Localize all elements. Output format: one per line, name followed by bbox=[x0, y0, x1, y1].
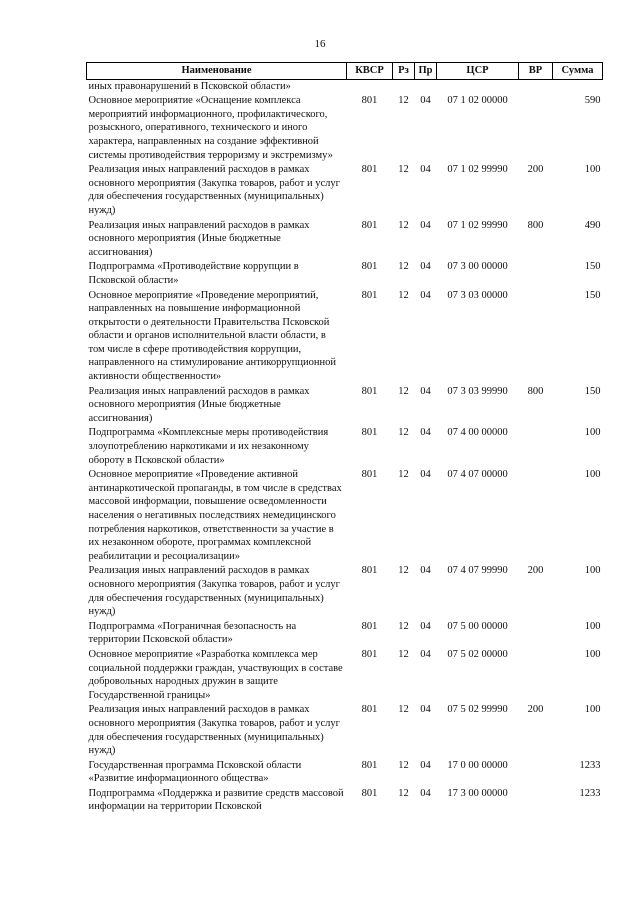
cell-csr: 17 0 00 00000 bbox=[447, 759, 508, 771]
cell-rz: 12 bbox=[398, 759, 409, 771]
cell-name: Основное мероприятие «Проведение активной антинаркотической пропаганды, в том числе в средствах массовой информации, повышение осведомленности населения о негативных последствиях немедицинского потребления наркотиков, ответственности за участие в их незаконном обороте, программах комплексной реабилитации и ресоциализации» bbox=[88, 469, 342, 562]
cell-rz: 12 bbox=[398, 620, 409, 632]
cell-name: Реализация иных направлений расходов в рамках основного мероприятия (Закупка товаров, работ и услуг для обеспечения государственных (муниципальных) нужд) bbox=[88, 704, 340, 757]
budget-table bbox=[86, 62, 603, 815]
cell-csr: 07 1 02 99990 bbox=[447, 219, 508, 231]
cell-pr: 04 bbox=[420, 219, 431, 231]
cell-kvsr: 801 bbox=[361, 787, 378, 799]
cell-kvsr: 801 bbox=[361, 469, 378, 481]
cell-name: Государственная программа Псковской области «Развитие информационного общества» bbox=[88, 759, 302, 785]
cell-vr bbox=[519, 79, 553, 94]
cell-kvsr: 801 bbox=[361, 565, 378, 577]
cell-sum: 100 bbox=[584, 164, 601, 176]
cell-csr bbox=[437, 79, 519, 94]
cell-sum: 1233 bbox=[579, 759, 601, 771]
cell-sum: 100 bbox=[584, 565, 601, 577]
cell-kvsr: 801 bbox=[361, 759, 378, 771]
cell-name: Подпрограмма «Комплексные меры противодействия злоупотреблению наркотиками и их незаконному обороту в Псковской области» bbox=[88, 427, 329, 466]
table-header-row bbox=[87, 63, 603, 80]
cell-rz: 12 bbox=[398, 787, 409, 799]
cell-pr: 04 bbox=[420, 469, 431, 481]
cell-kvsr: 801 bbox=[361, 385, 378, 397]
table-row bbox=[87, 163, 603, 218]
table-row bbox=[87, 260, 603, 288]
cell-kvsr bbox=[347, 79, 393, 94]
table-body bbox=[87, 79, 603, 815]
cell-kvsr: 801 bbox=[361, 620, 378, 632]
header-kvsr: КВСР bbox=[347, 63, 393, 80]
table-row bbox=[87, 219, 603, 261]
table-row bbox=[87, 94, 603, 163]
cell-sum: 150 bbox=[584, 289, 601, 301]
cell-pr: 04 bbox=[420, 427, 431, 439]
cell-csr: 07 4 00 00000 bbox=[447, 427, 508, 439]
cell-pr: 04 bbox=[420, 95, 431, 107]
cell-csr: 07 5 02 99990 bbox=[447, 704, 508, 716]
cell-sum: 100 bbox=[584, 620, 601, 632]
cell-pr: 04 bbox=[420, 648, 431, 660]
cell-sum: 490 bbox=[584, 219, 601, 231]
cell-csr: 07 5 00 00000 bbox=[447, 620, 508, 632]
cell-pr: 04 bbox=[420, 289, 431, 301]
table-row bbox=[87, 79, 603, 94]
table-row bbox=[87, 787, 603, 815]
table-row bbox=[87, 426, 603, 468]
cell-name: Реализация иных направлений расходов в рамках основного мероприятия (Иные бюджетные ассигнования) bbox=[88, 219, 310, 258]
header-sum: Сумма bbox=[553, 63, 603, 80]
cell-csr: 07 3 03 00000 bbox=[447, 289, 508, 301]
cell-pr: 04 bbox=[420, 620, 431, 632]
table-row bbox=[87, 759, 603, 787]
cell-vr bbox=[519, 787, 553, 815]
cell-rz: 12 bbox=[398, 704, 409, 716]
cell-sum: 100 bbox=[584, 469, 601, 481]
cell-vr bbox=[519, 648, 553, 703]
cell-pr: 04 bbox=[420, 787, 431, 799]
cell-name: Реализация иных направлений расходов в рамках основного мероприятия (Закупка товаров, работ и услуг для обеспечения государственных (муниципальных) нужд) bbox=[88, 164, 340, 216]
cell-csr: 07 4 07 00000 bbox=[447, 469, 508, 481]
cell-vr bbox=[519, 468, 553, 564]
cell-sum bbox=[553, 79, 603, 94]
cell-kvsr: 801 bbox=[361, 164, 378, 176]
cell-name: Основное мероприятие «Оснащение комплекса мероприятий информационного, профилактического, розыскного, оперативного, технического и иного характера, направленных на создание эффективной системы противодействия терроризму и экстремизму» bbox=[88, 95, 333, 161]
cell-csr: 07 1 02 00000 bbox=[447, 95, 508, 107]
header-csr: ЦСР bbox=[437, 63, 519, 80]
cell-vr: 800 bbox=[527, 219, 544, 231]
cell-vr bbox=[519, 260, 553, 288]
table-row bbox=[87, 468, 603, 564]
cell-name: Реализация иных направлений расходов в рамках основного мероприятия (Закупка товаров, работ и услуг для обеспечения государственных (муниципальных) нужд) bbox=[88, 565, 340, 618]
cell-kvsr: 801 bbox=[361, 427, 378, 439]
cell-rz: 12 bbox=[398, 164, 409, 176]
cell-vr bbox=[519, 94, 553, 163]
cell-sum: 100 bbox=[584, 704, 601, 716]
cell-pr: 04 bbox=[420, 261, 431, 273]
cell-pr: 04 bbox=[420, 759, 431, 771]
cell-name: Подпрограмма «Противодействие коррупции в Псковской области» bbox=[88, 261, 299, 286]
table-row bbox=[87, 289, 603, 385]
cell-name: Основное мероприятие «Проведение мероприятий, направленных на повышение информационной открытости о деятельности Правительства Псковской области и органов исполнительной власти области, в том числе в сфере противодействия коррупции, направленного на стимулирование антикоррупционной активности общественности» bbox=[88, 289, 336, 383]
cell-csr: 07 3 00 00000 bbox=[447, 261, 508, 273]
cell-vr bbox=[519, 289, 553, 385]
cell-vr bbox=[519, 620, 553, 648]
cell-csr: 07 5 02 00000 bbox=[447, 648, 508, 660]
cell-name: Основное мероприятие «Разработка комплекса мер социальной поддержки граждан, участвующих в составе добровольных народных дружин в защите Государственной границы» bbox=[88, 648, 343, 701]
header-name: Наименование bbox=[87, 63, 347, 80]
cell-sum: 590 bbox=[584, 95, 601, 107]
cell-kvsr: 801 bbox=[361, 648, 378, 660]
cell-vr bbox=[519, 426, 553, 468]
header-pr: Пр bbox=[415, 63, 437, 80]
cell-rz: 12 bbox=[398, 219, 409, 231]
cell-sum: 100 bbox=[584, 648, 601, 660]
cell-name: Реализация иных направлений расходов в рамках основного мероприятия (Иные бюджетные ассигнования) bbox=[88, 385, 310, 424]
cell-kvsr: 801 bbox=[361, 95, 378, 107]
cell-pr: 04 bbox=[420, 565, 431, 577]
table-row bbox=[87, 564, 603, 619]
cell-rz bbox=[393, 79, 415, 94]
cell-sum: 150 bbox=[584, 385, 601, 397]
cell-vr: 800 bbox=[527, 385, 544, 397]
page-number: 16 bbox=[314, 38, 326, 50]
cell-rz: 12 bbox=[398, 648, 409, 660]
cell-kvsr: 801 bbox=[361, 704, 378, 716]
cell-pr: 04 bbox=[420, 385, 431, 397]
cell-csr: 07 4 07 99990 bbox=[447, 565, 508, 577]
cell-sum: 100 bbox=[584, 427, 601, 439]
cell-pr bbox=[415, 79, 437, 94]
cell-name: иных правонарушений в Псковской области» bbox=[88, 80, 291, 92]
cell-vr bbox=[519, 759, 553, 787]
cell-name: Подпрограмма «Пограничная безопасность на территории Псковской области» bbox=[88, 620, 297, 646]
cell-csr: 17 3 00 00000 bbox=[447, 787, 508, 799]
cell-vr: 200 bbox=[527, 565, 544, 577]
cell-name: Подпрограмма «Поддержка и развитие средств массовой информации на территории Псковской bbox=[88, 787, 344, 813]
cell-vr: 200 bbox=[527, 164, 544, 176]
cell-kvsr: 801 bbox=[361, 261, 378, 273]
cell-kvsr: 801 bbox=[361, 289, 378, 301]
table-row bbox=[87, 703, 603, 758]
cell-rz: 12 bbox=[398, 289, 409, 301]
cell-kvsr: 801 bbox=[361, 219, 378, 231]
header-rz: Рз bbox=[393, 63, 415, 80]
cell-sum: 1233 bbox=[579, 787, 601, 799]
cell-csr: 07 3 03 99990 bbox=[447, 385, 508, 397]
cell-rz: 12 bbox=[398, 261, 409, 273]
header-vr: ВР bbox=[519, 63, 553, 80]
table-row bbox=[87, 385, 603, 427]
table-row bbox=[87, 648, 603, 703]
cell-rz: 12 bbox=[398, 565, 409, 577]
cell-rz: 12 bbox=[398, 469, 409, 481]
cell-rz: 12 bbox=[398, 95, 409, 107]
table-row bbox=[87, 620, 603, 648]
cell-rz: 12 bbox=[398, 427, 409, 439]
cell-vr: 200 bbox=[527, 704, 544, 716]
cell-rz: 12 bbox=[398, 385, 409, 397]
cell-sum: 150 bbox=[584, 261, 601, 273]
cell-pr: 04 bbox=[420, 164, 431, 176]
cell-pr: 04 bbox=[420, 704, 431, 716]
cell-csr: 07 1 02 99990 bbox=[447, 164, 508, 176]
